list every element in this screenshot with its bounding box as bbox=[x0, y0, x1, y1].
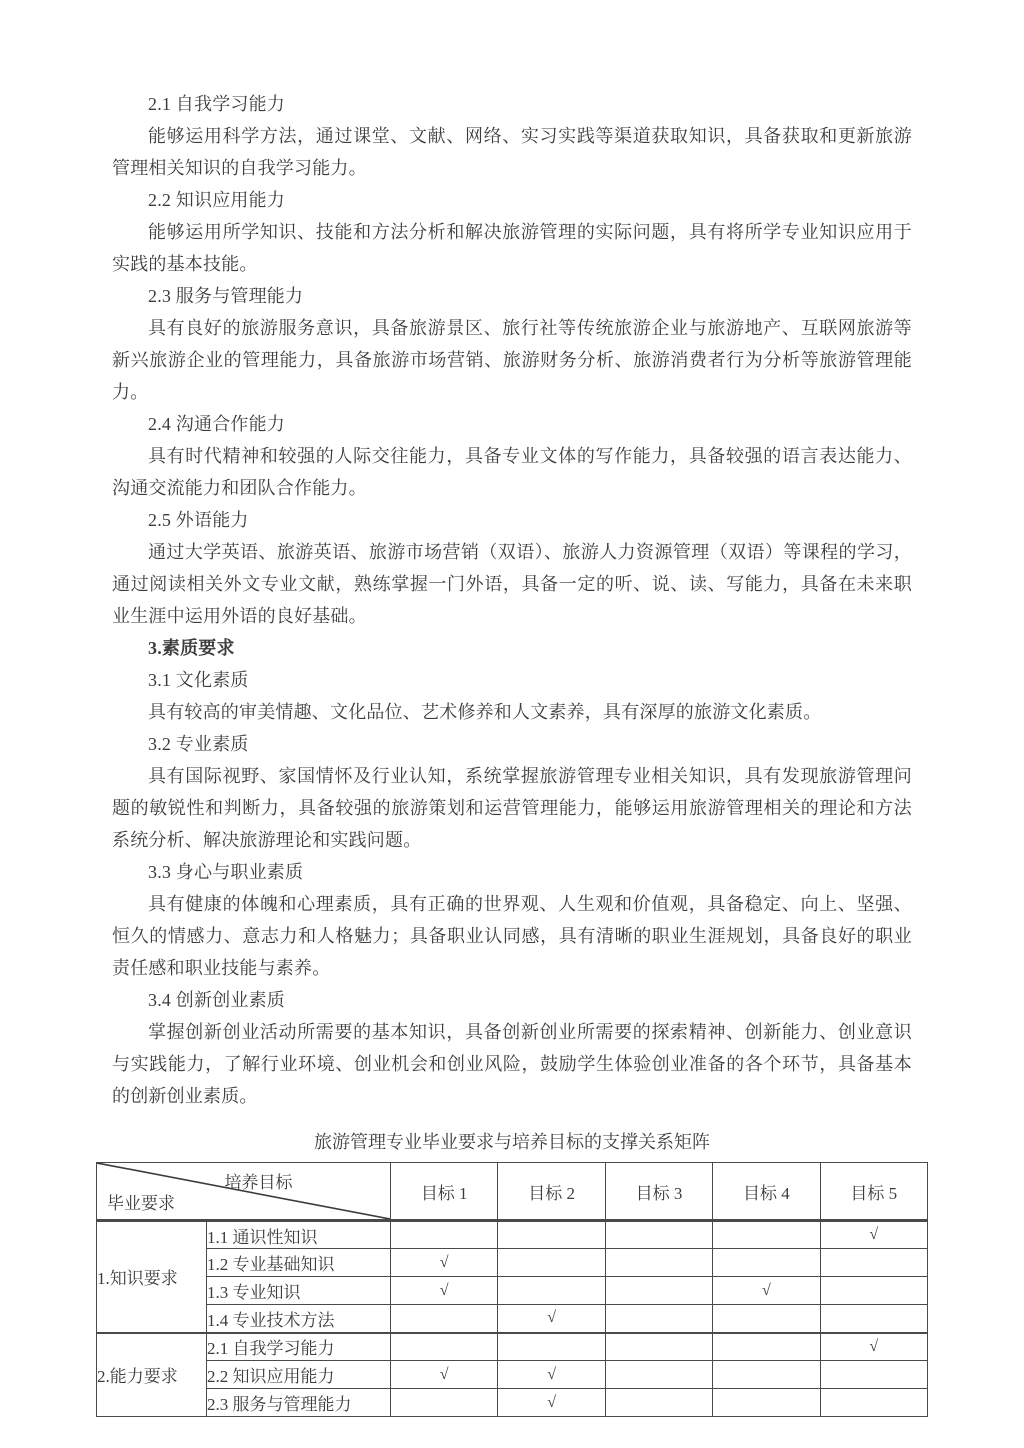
check-cell-checked: √ bbox=[713, 1277, 820, 1305]
check-cell-empty bbox=[391, 1305, 498, 1333]
check-cell-empty bbox=[605, 1221, 712, 1249]
check-cell-empty bbox=[820, 1305, 927, 1333]
check-cell-checked: √ bbox=[391, 1249, 498, 1277]
corner-label-graduation-requirements: 毕业要求 bbox=[107, 1194, 175, 1213]
group-label-cell: 2.能力要求 bbox=[97, 1333, 207, 1417]
requirement-label-cell: 1.4 专业技术方法 bbox=[207, 1305, 391, 1333]
paragraph: 具有国际视野、家国情怀及行业认知，系统掌握旅游管理专业相关知识，具有发现旅游管理问题的敏锐性和判断力，具备较强的旅游策划和运营管理能力，能够运用旅游管理相关的理论和方法系统分析、解决旅游理论和实践问题。 bbox=[112, 766, 912, 850]
check-cell-checked: √ bbox=[391, 1361, 498, 1389]
corner-label-training-objectives: 培养目标 bbox=[224, 1173, 293, 1192]
check-cell-empty bbox=[605, 1333, 712, 1361]
requirement-label-cell: 2.1 自我学习能力 bbox=[207, 1333, 391, 1361]
check-cell-checked: √ bbox=[498, 1389, 605, 1417]
check-cell-checked: √ bbox=[498, 1361, 605, 1389]
section-heading: 3.3 身心与职业素质 bbox=[148, 862, 304, 882]
paragraph: 具有健康的体魄和心理素质，具有正确的世界观、人生观和价值观，具备稳定、向上、坚强、恒久的情感力、意志力和人格魅力；具备职业认同感，具有清晰的职业生涯规划，具备良好的职业责任感和职业技能与素养。 bbox=[112, 894, 912, 978]
table-row bbox=[97, 1305, 928, 1333]
section-heading: 3.素质要求 bbox=[148, 638, 235, 658]
check-cell-empty bbox=[498, 1221, 605, 1249]
check-cell-empty bbox=[820, 1361, 927, 1389]
paragraph: 能够运用科学方法，通过课堂、文献、网络、实习实践等渠道获取知识，具备获取和更新旅游管理相关知识的自我学习能力。 bbox=[112, 126, 912, 178]
paragraph: 掌握创新创业活动所需要的基本知识，具备创新创业所需要的探索精神、创新能力、创业意识与实践能力，了解行业环境、创业机会和创业风险，鼓励学生体验创业准备的各个环节，具备基本的创新创业素质。 bbox=[112, 1022, 912, 1106]
table-row bbox=[97, 1277, 928, 1305]
paragraph: 通过大学英语、旅游英语、旅游市场营销（双语）、旅游人力资源管理（双语）等课程的学习，通过阅读相关外文专业文献，熟练掌握一门外语，具备一定的听、说、读、写能力，具备在未来职业生涯中运用外语的良好基础。 bbox=[112, 542, 912, 626]
requirement-label-cell: 1.1 通识性知识 bbox=[207, 1221, 391, 1249]
requirement-label-cell: 1.3 专业知识 bbox=[207, 1277, 391, 1305]
section-heading: 2.4 沟通合作能力 bbox=[148, 414, 285, 434]
check-cell-empty bbox=[605, 1389, 712, 1417]
requirement-label-cell: 2.2 知识应用能力 bbox=[207, 1361, 391, 1389]
matrix-head bbox=[97, 1163, 928, 1221]
section-heading: 2.2 知识应用能力 bbox=[148, 190, 285, 210]
table-row bbox=[97, 1221, 928, 1249]
check-cell-empty bbox=[498, 1277, 605, 1305]
text-sections bbox=[96, 88, 928, 1112]
check-cell-empty bbox=[820, 1249, 927, 1277]
check-cell-empty bbox=[605, 1277, 712, 1305]
check-cell-checked: √ bbox=[820, 1221, 927, 1249]
check-cell-empty bbox=[605, 1361, 712, 1389]
check-cell-empty bbox=[391, 1221, 498, 1249]
goal-column-header: 目标 1 bbox=[391, 1163, 498, 1221]
paragraph: 具有时代精神和较强的人际交往能力，具备专业文体的写作能力，具备较强的语言表达能力、沟通交流能力和团队合作能力。 bbox=[112, 446, 912, 498]
group-label-cell: 1.知识要求 bbox=[97, 1221, 207, 1333]
check-cell-checked: √ bbox=[820, 1333, 927, 1361]
section-heading: 3.4 创新创业素质 bbox=[148, 990, 285, 1010]
section-heading: 3.1 文化素质 bbox=[148, 670, 249, 690]
corner-cell bbox=[97, 1163, 391, 1221]
table-row bbox=[97, 1333, 928, 1361]
check-cell-empty bbox=[391, 1389, 498, 1417]
check-cell-empty bbox=[498, 1249, 605, 1277]
check-cell-empty bbox=[713, 1221, 820, 1249]
check-cell-empty bbox=[605, 1305, 712, 1333]
matrix-header-row bbox=[97, 1163, 928, 1221]
check-cell-empty bbox=[713, 1305, 820, 1333]
requirement-label-cell: 2.3 服务与管理能力 bbox=[207, 1389, 391, 1417]
goal-column-header: 目标 3 bbox=[605, 1163, 712, 1221]
section-heading: 3.2 专业素质 bbox=[148, 734, 249, 754]
paragraph: 具有良好的旅游服务意识，具备旅游景区、旅行社等传统旅游企业与旅游地产、互联网旅游等新兴旅游企业的管理能力，具备旅游市场营销、旅游财务分析、旅游消费者行为分析等旅游管理能力。 bbox=[112, 318, 912, 402]
check-cell-empty bbox=[713, 1333, 820, 1361]
paragraph: 能够运用所学知识、技能和方法分析和解决旅游管理的实际问题，具有将所学专业知识应用于实践的基本技能。 bbox=[112, 222, 912, 274]
goal-column-header: 目标 2 bbox=[498, 1163, 605, 1221]
section-heading: 2.3 服务与管理能力 bbox=[148, 286, 304, 306]
table-row bbox=[97, 1389, 928, 1417]
check-cell-empty bbox=[713, 1249, 820, 1277]
check-cell-checked: √ bbox=[391, 1277, 498, 1305]
paragraph: 具有较高的审美情趣、文化品位、艺术修养和人文素养，具有深厚的旅游文化素质。 bbox=[148, 702, 822, 722]
check-cell-empty bbox=[391, 1333, 498, 1361]
goal-column-header: 目标 4 bbox=[713, 1163, 820, 1221]
support-matrix-table bbox=[96, 1162, 928, 1417]
table-title: 旅游管理专业毕业要求与培养目标的支撑关系矩阵 bbox=[314, 1132, 710, 1152]
check-cell-empty bbox=[605, 1249, 712, 1277]
check-cell-empty bbox=[820, 1277, 927, 1305]
check-cell-empty bbox=[498, 1333, 605, 1361]
requirement-label-cell: 1.2 专业基础知识 bbox=[207, 1249, 391, 1277]
section-heading: 2.1 自我学习能力 bbox=[148, 94, 285, 114]
matrix-body bbox=[97, 1221, 928, 1417]
check-cell-checked: √ bbox=[498, 1305, 605, 1333]
table-row bbox=[97, 1249, 928, 1277]
section-heading: 2.5 外语能力 bbox=[148, 510, 249, 530]
check-cell-empty bbox=[713, 1389, 820, 1417]
table-row bbox=[97, 1361, 928, 1389]
check-cell-empty bbox=[820, 1389, 927, 1417]
check-cell-empty bbox=[713, 1361, 820, 1389]
goal-column-header: 目标 5 bbox=[820, 1163, 927, 1221]
